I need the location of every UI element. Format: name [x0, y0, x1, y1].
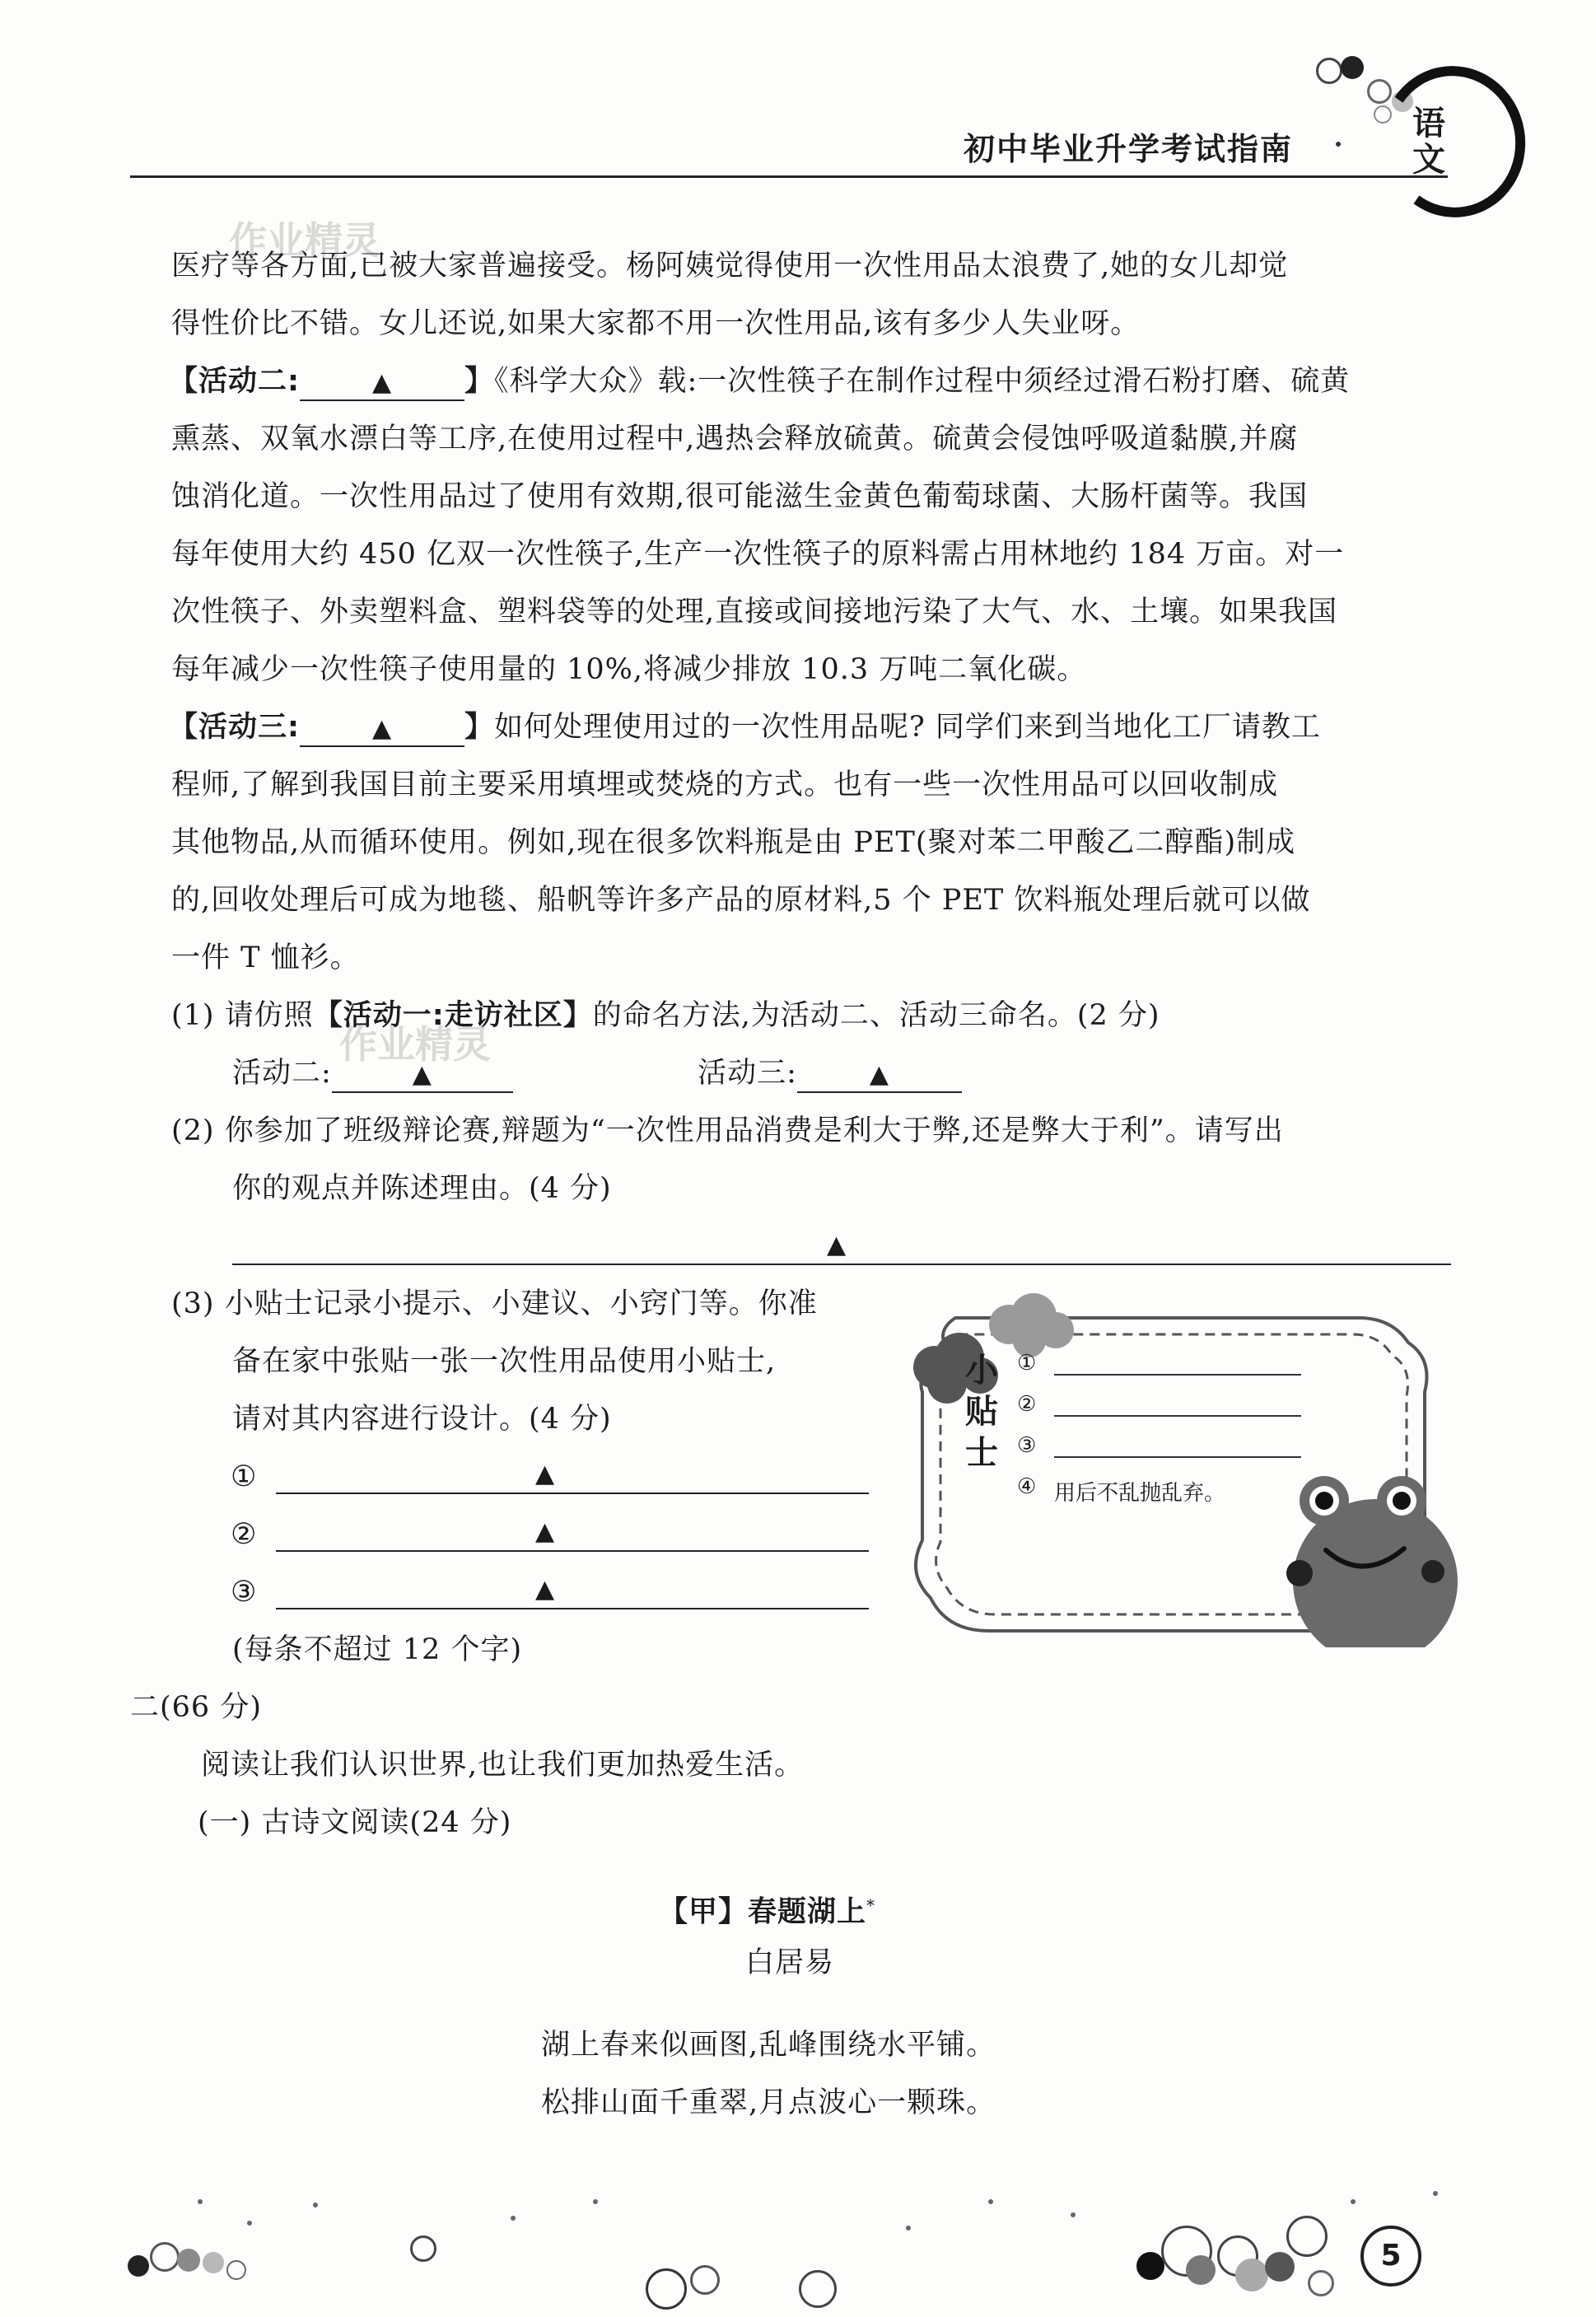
activity3-answer-blank[interactable]: [300, 711, 464, 747]
tips-item-text: 用后不乱抛乱弃。: [1054, 1481, 1226, 1506]
activity2-first-line: [169, 353, 1350, 410]
paragraph-line: 熏蒸、双氧水漂白等工序,在使用过程中,遇热会释放硫黄。硫黄会侵蚀呼吸道黏膜,并腐: [171, 423, 1299, 455]
footer-circle: [1308, 2270, 1334, 2296]
poem-author: 白居易: [745, 1946, 835, 1979]
paragraph-line: 其他物品,从而循环使用。例如,现在很多饮料瓶是由 PET(聚对苯二甲酸乙二醇酯)制成: [171, 826, 1296, 859]
header: [0, 0, 1596, 198]
header-circle-2: [1341, 56, 1364, 79]
tips-line-3: [1054, 1456, 1301, 1458]
question-text: 你参加了班级辩论赛,辩题为“一次性用品消费是利大于弊,还是弊大于利”。请写出: [224, 1114, 1284, 1147]
paragraph-line: 蚀消化道。一次性用品过了使用有效期,很可能滋生金黄色葡萄球菌、大肠杆菌等。我国: [171, 480, 1309, 513]
paragraph-line: 的,回收处理后可成为地毯、船帆等许多产品的原材料,5 个 PET 饮料瓶处理后就可以做: [171, 884, 1311, 917]
footer-circle: [410, 2235, 436, 2262]
q1-blank2-label: 活动三:: [698, 1057, 797, 1090]
q3-answer-line-2[interactable]: [276, 1550, 869, 1552]
footer-decoration: [0, 2166, 1596, 2317]
tips-line-1: [1054, 1374, 1301, 1376]
header-circle-3: [1367, 79, 1392, 104]
footer-circle: [1136, 2252, 1164, 2280]
tips-title-char: 士: [965, 1433, 998, 1472]
footer-circle: [128, 2255, 149, 2277]
paragraph-line: 程师,了解到我国目前主要采用填埋或焚烧的方式。也有一些一次性用品可以回收制成: [171, 768, 1279, 801]
paragraph-text: 如何处理使用过的一次性用品呢? 同学们来到当地化工厂请教工: [494, 711, 1321, 744]
footer-circle: [203, 2252, 224, 2273]
footer-dot: [247, 2221, 252, 2226]
q3-item-number: ①: [231, 1460, 258, 1493]
footer-dot: [313, 2203, 318, 2207]
paragraph-line: 一件 T 恤衫。: [171, 941, 360, 974]
header-dot-separator: [1336, 142, 1341, 147]
paragraph-line: 得性价比不错。女儿还说,如果大家都不用一次性用品,该有多少人失业呀。: [171, 307, 1141, 340]
paragraph-line: 每年减少一次性筷子使用量的 10%,将减少排放 10.3 万吨二氧化碳。: [171, 653, 1087, 686]
activity3-label-close: 】: [464, 711, 495, 744]
subject-badge: [1370, 54, 1537, 228]
activity3-label: 【活动三:: [169, 711, 300, 744]
poem-line: 松排山面千重翠,月点波心一颗珠。: [541, 2086, 996, 2119]
page-number-badge: [1360, 2226, 1421, 2287]
answer-marker-icon: ▲: [535, 1460, 555, 1488]
tips-item-number: ②: [1017, 1392, 1037, 1417]
paragraph-line: 每年使用大约 450 亿双一次性筷子,生产一次性筷子的原料需占用林地约 184 万亩。对一: [171, 538, 1345, 571]
q3-answer-line-3[interactable]: [276, 1608, 869, 1609]
answer-marker-icon: ▲: [535, 1517, 555, 1546]
section-subheading: (一) 古诗文阅读(24 分): [198, 1806, 512, 1839]
answer-marker-icon: ▲: [371, 714, 393, 743]
question-number: (2): [171, 1114, 215, 1147]
footer-circle: [1265, 2252, 1295, 2282]
question-text: 小贴士记录小提示、小建议、小窍门等。你准: [224, 1287, 818, 1320]
question-1: [171, 987, 1160, 1044]
question-number: (3): [171, 1287, 215, 1320]
header-title: 初中毕业升学考试指南: [964, 131, 1294, 167]
footer-dot: [1351, 2199, 1356, 2204]
activity2-label: 【活动二:: [169, 365, 300, 398]
footer-circle: [690, 2265, 720, 2295]
tips-item-number: ③: [1017, 1433, 1037, 1458]
q1-blank1-label: 活动二:: [232, 1057, 332, 1090]
footer-dot: [593, 2199, 598, 2204]
question-text: 你的观点并陈述理由。(4 分): [232, 1172, 612, 1205]
q3-note: (每条不超过 12 个字): [232, 1633, 523, 1666]
footer-circle: [799, 2270, 837, 2308]
question-text: 请对其内容进行设计。(4 分): [232, 1403, 612, 1436]
paragraph-line: 次性筷子、外卖塑料盒、塑料袋等的处理,直接或间接地污染了大气、水、土壤。如果我国: [171, 596, 1338, 628]
q1-blank2[interactable]: [797, 1057, 962, 1093]
paragraph-text: 《科学大众》载:一次性筷子在制作过程中须经过滑石粉打磨、硫黄: [494, 365, 1351, 398]
answer-marker-icon: ▲: [412, 1060, 432, 1089]
tips-title-char: 小: [965, 1351, 998, 1390]
poem-title: 【甲】春题湖上: [659, 1895, 867, 1929]
tips-line-2: [1054, 1415, 1301, 1417]
activity3-first-line: [169, 698, 1321, 756]
question-text: 请仿照: [224, 999, 314, 1032]
question-number: (1): [171, 999, 215, 1032]
footer-dot: [906, 2226, 911, 2231]
question-3: [171, 1275, 818, 1333]
footer-dot: [1071, 2212, 1076, 2217]
poem-title-row: [659, 1876, 875, 1941]
question-2: [171, 1102, 1284, 1160]
header-rule: [130, 175, 1448, 178]
question-text: 的命名方法,为活动二、活动三命名。(2 分): [592, 999, 1160, 1032]
footer-dot: [988, 2199, 993, 2204]
tips-item-number: ④: [1017, 1474, 1037, 1499]
answer-marker-icon: ▲: [371, 368, 393, 397]
footer-circle: [177, 2249, 200, 2272]
answer-marker-icon: ▲: [535, 1575, 555, 1604]
footer-circle: [646, 2268, 687, 2310]
footer-circle: [1286, 2216, 1328, 2257]
header-circle-1: [1316, 58, 1342, 84]
q2-answer-line[interactable]: [232, 1264, 1451, 1265]
answer-marker-icon: ▲: [869, 1060, 889, 1089]
footer-dot: [198, 2199, 203, 2204]
tips-card: [898, 1285, 1458, 1647]
tips-item-number: ①: [1017, 1351, 1037, 1376]
footer-circle: [1186, 2255, 1216, 2285]
section-intro: 阅读让我们认识世界,也让我们更加热爱生活。: [201, 1749, 805, 1782]
section-heading: 二(66 分): [130, 1691, 262, 1724]
footer-dot: [1433, 2191, 1438, 2196]
subject-label-2: 文: [1412, 140, 1445, 179]
paragraph-line: 医疗等各方面,已被大家普遍接受。杨阿姨觉得使用一次性用品太浪费了,她的女儿却觉: [171, 250, 1289, 283]
footer-circle: [226, 2260, 246, 2280]
q3-answer-line-1[interactable]: [276, 1493, 869, 1494]
footer-dot: [511, 2216, 516, 2221]
tips-title-char: 贴: [965, 1392, 998, 1431]
q3-item-number: ②: [231, 1518, 258, 1551]
activity2-label-close: 】: [464, 365, 495, 398]
footer-circle: [1235, 2259, 1268, 2291]
page-number: 5: [1380, 2239, 1402, 2273]
q3-item-number: ③: [231, 1576, 258, 1609]
footer-circle: [150, 2242, 180, 2272]
poem-title-mark: *: [866, 1895, 876, 1915]
watermark-1: 作业精灵: [229, 218, 380, 263]
subject-label-1: 语: [1412, 104, 1445, 142]
activity2-answer-blank[interactable]: [300, 365, 464, 401]
question-emphasis: 【活动一:走访社区】: [313, 999, 593, 1032]
watermark-2: 作业精灵: [339, 1022, 491, 1067]
question-text: 备在家中张贴一张一次性用品使用小贴士,: [232, 1345, 777, 1378]
answer-marker-icon: ▲: [827, 1231, 847, 1259]
poem-line: 湖上春来似画图,乱峰围绕水平铺。: [541, 2029, 996, 2062]
